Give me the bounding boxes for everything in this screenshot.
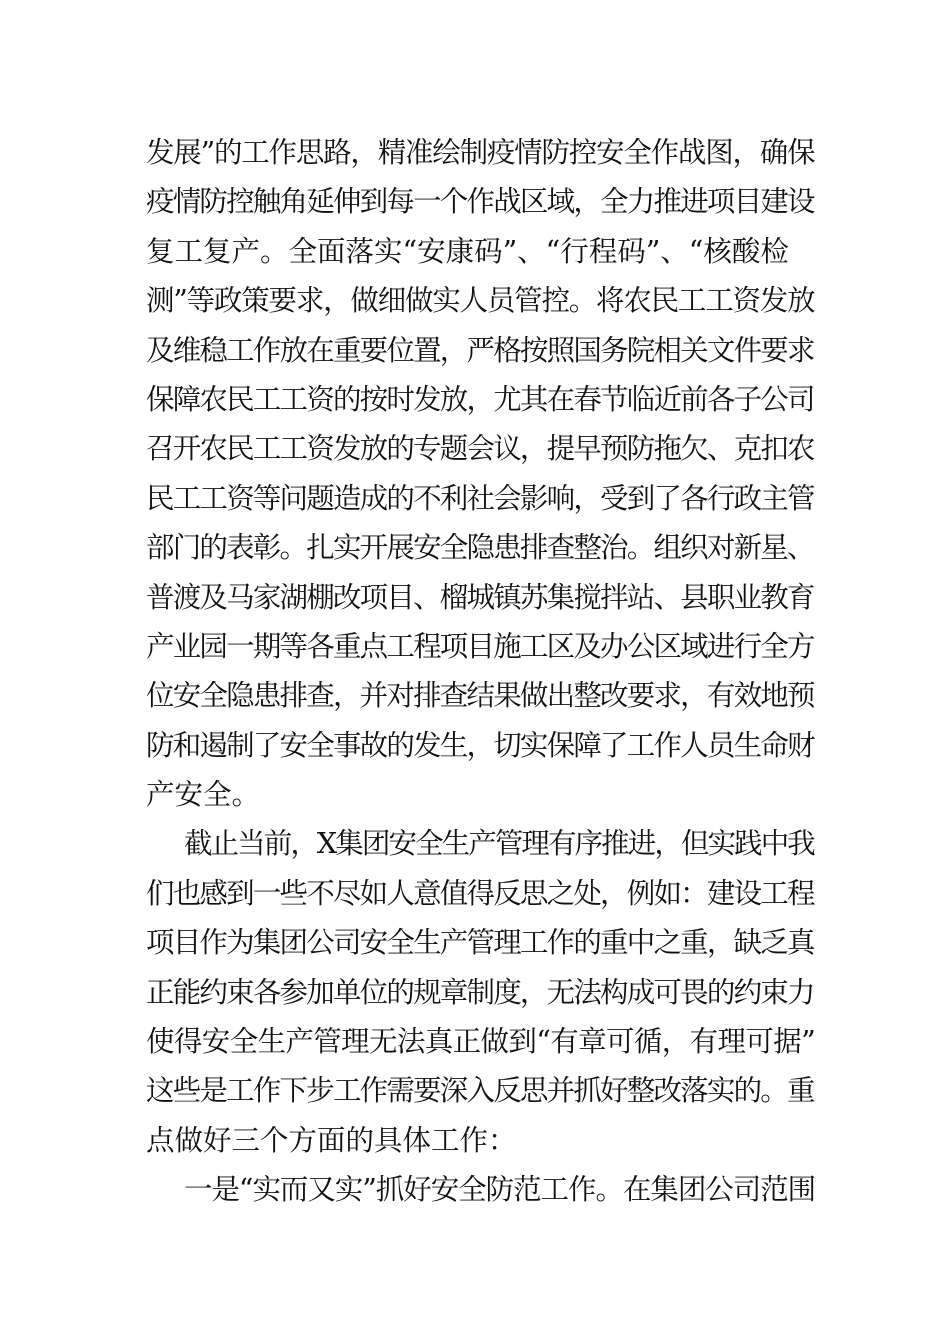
text-line: 普渡及马家湖棚改项目、榴城镇苏集搅拌站、县职业教育 <box>146 580 814 614</box>
text-line: 测”等政策要求，做细做实人员管控。将农民工工资发放 <box>146 284 815 318</box>
text-line: 们也感到一些不尽如人意值得反思之处，例如：建设工程 <box>146 876 814 910</box>
text-line: 及维稳工作放在重要位置，严格按照国务院相关文件要求 <box>146 333 814 367</box>
text-line: 疫情防控触角延伸到每一个作战区域，全力推进项目建设 <box>146 185 814 219</box>
text-line: 发展”的工作思路，精准绘制疫情防控安全作战图，确保 <box>146 136 815 169</box>
text-line: 召开农民工工资发放的专题会议，提早预防拖欠、克扣农 <box>146 432 814 466</box>
text-line: 复工复产。全面落实“安康码”、“行程码”、“核酸检 <box>146 234 789 268</box>
body-text <box>146 128 816 1215</box>
text-line: 一是“实而又实”抓好安全防范工作。在集团公司范围 <box>184 1173 816 1207</box>
text-line: 保障农民工工资的按时发放，尤其在春节临近前各子公司 <box>146 382 814 416</box>
text-line: 部门的表彰。扎实开展安全隐患排查整治。组织对新星、 <box>146 531 814 565</box>
text-line: 防和遏制了安全事故的发生，切实保障了工作人员生命财 <box>146 728 814 762</box>
text-line: 产安全。 <box>146 778 261 812</box>
text-line: 点做好三个方面的具体工作： <box>146 1123 517 1157</box>
text-line: 正能约束各参加单位的规章制度，无法构成可畏的约束力 <box>146 975 814 1009</box>
text-line: 使得安全生产管理无法真正做到“有章可循，有理可据” <box>146 1025 816 1059</box>
text-line: 截止当前，X集团安全生产管理有序推进，但实践中我 <box>184 827 814 861</box>
text-line: 项目作为集团公司安全生产管理工作的重中之重，缺乏真 <box>146 926 814 960</box>
text-line: 位安全隐患排查，并对排查结果做出整改要求，有效地预 <box>146 679 814 713</box>
text-line: 产业园一期等各重点工程项目施工区及办公区域进行全方 <box>146 629 814 663</box>
text-line: 这些是工作下步工作需要深入反思并抓好整改落实的。重 <box>146 1074 814 1108</box>
text-line: 民工工资等问题造成的不利社会影响，受到了各行政主管 <box>146 481 814 515</box>
